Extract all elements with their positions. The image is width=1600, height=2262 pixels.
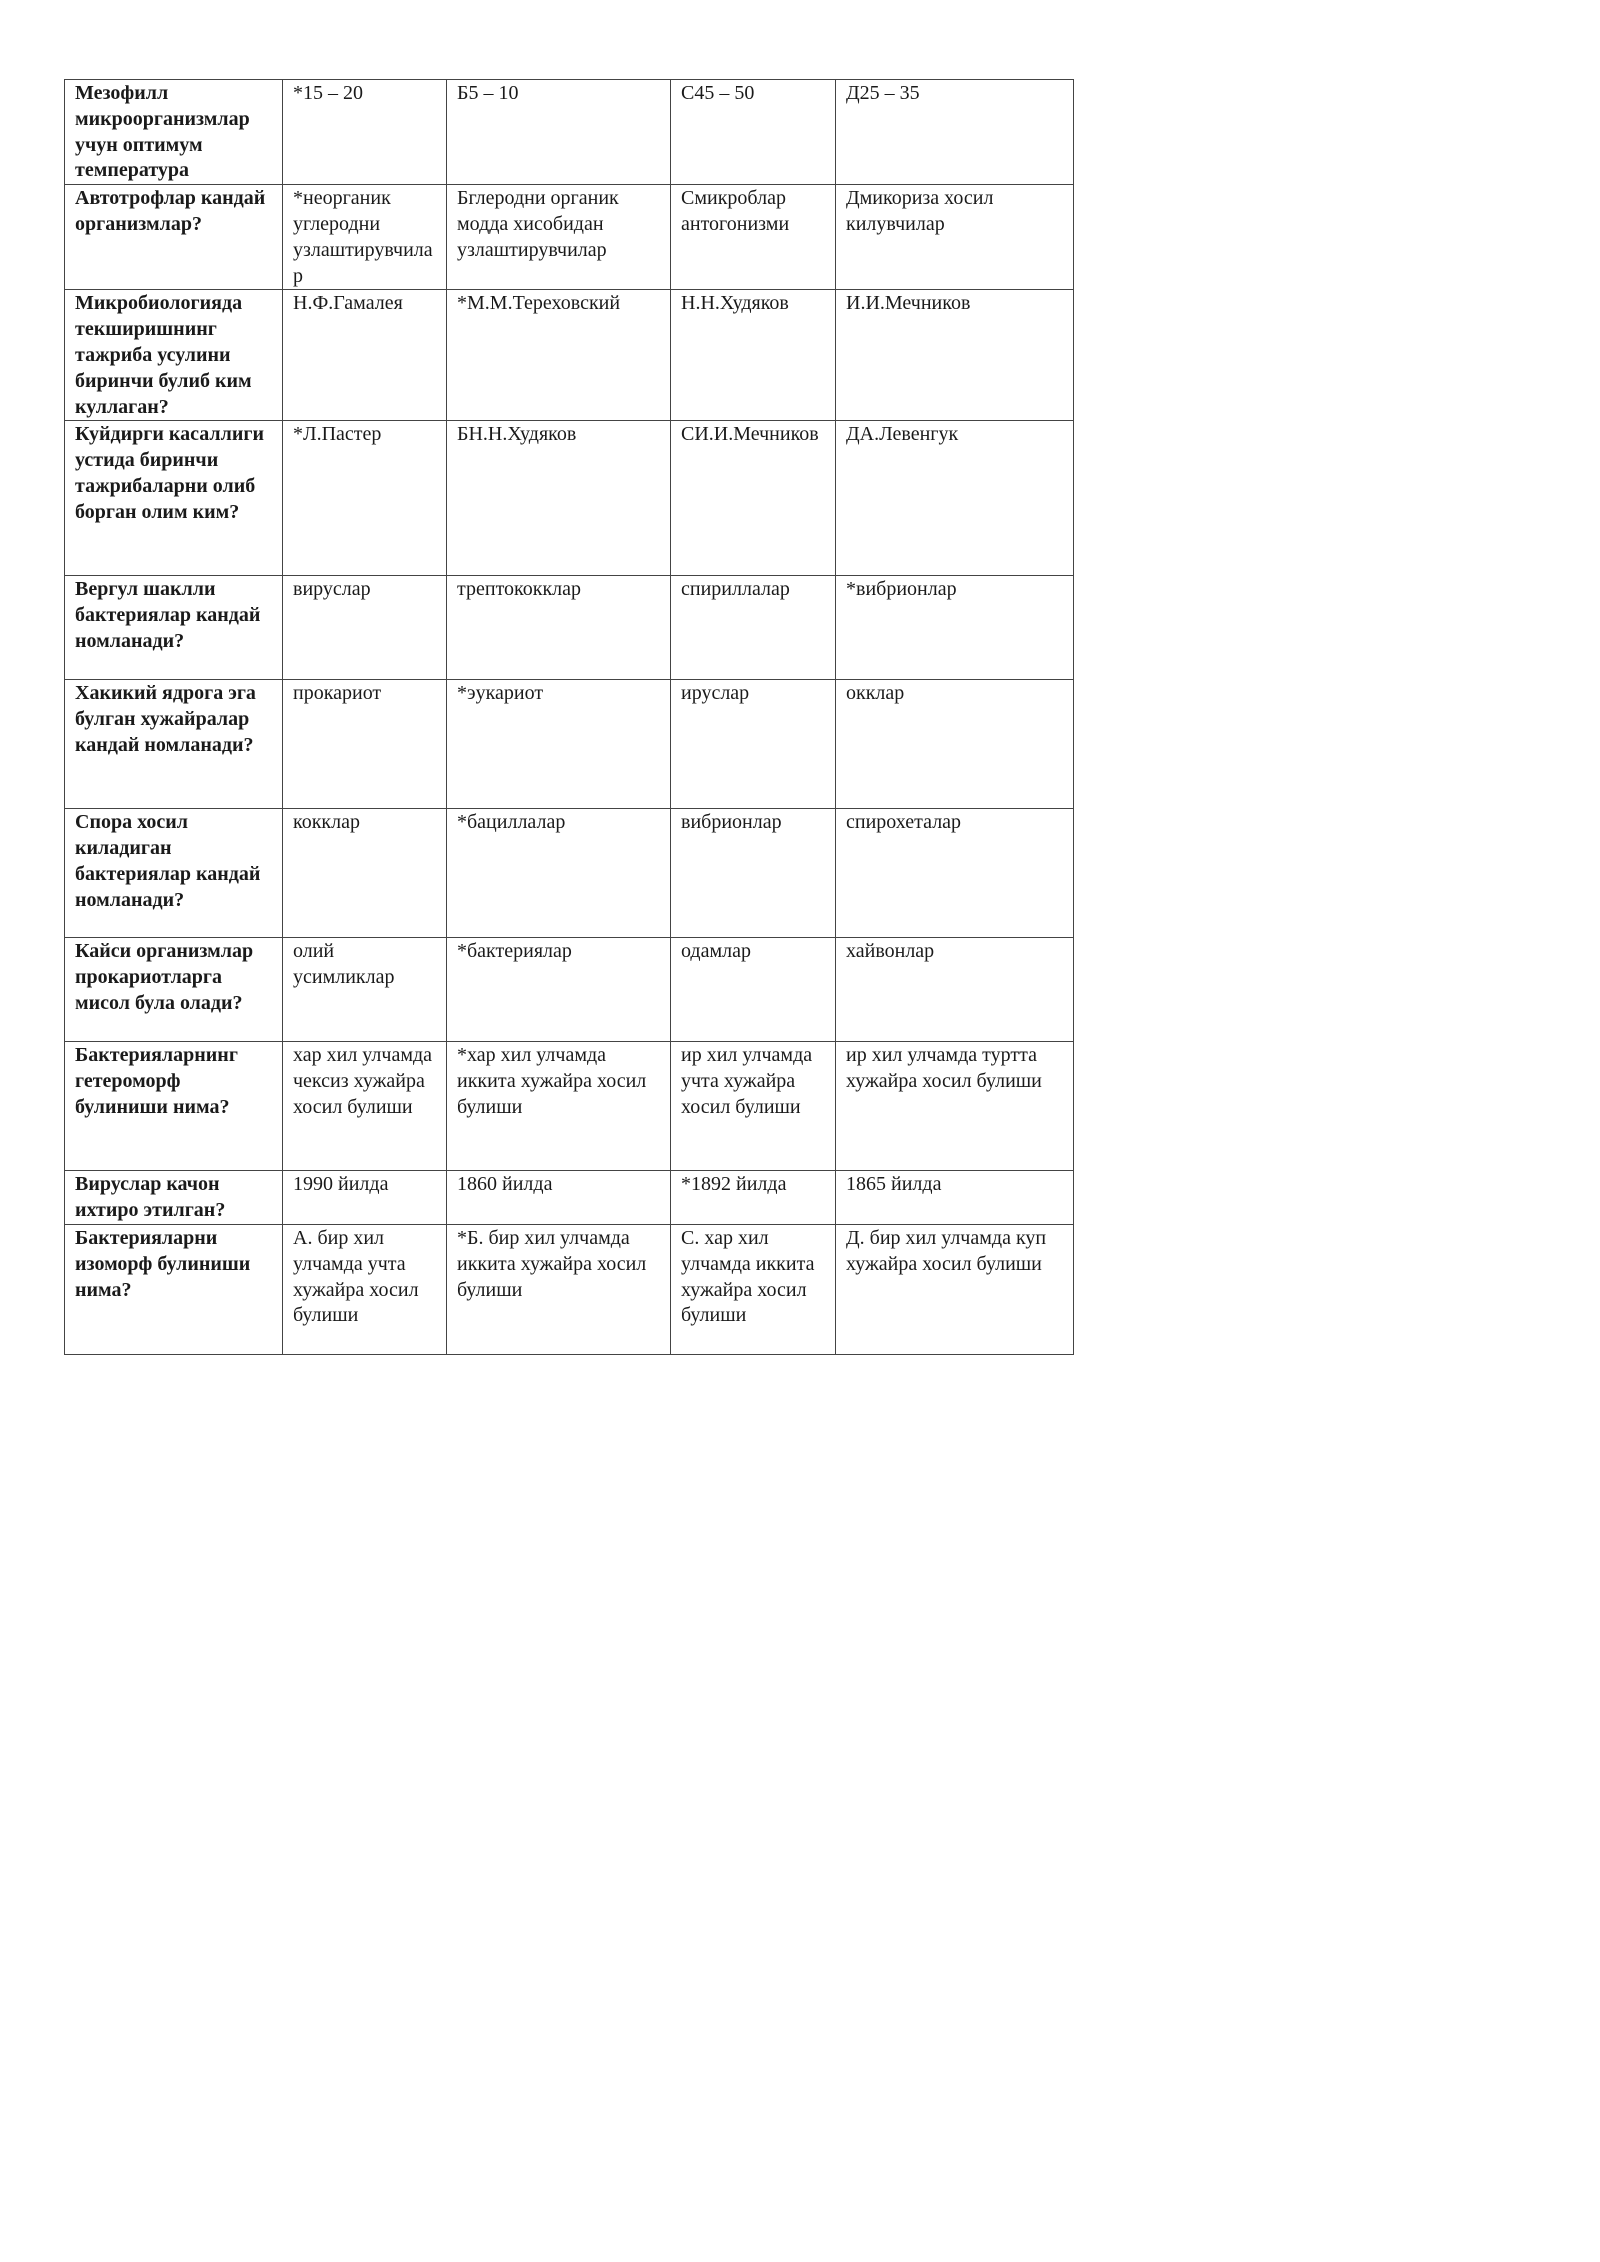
answer-option-cell: хар хил улчамда чексиз хужайра хосил булиши: [283, 1042, 447, 1171]
answer-option-cell: ируслар: [671, 680, 836, 809]
question-cell: Бактерияларнинг гетероморф булиниши нима?: [65, 1042, 283, 1171]
answer-option-cell: кокклар: [283, 809, 447, 938]
answer-option-cell: БН.Н.Худяков: [447, 421, 671, 576]
answer-option-cell: Д25 – 35: [836, 80, 1074, 185]
answer-option-cell: ир хил улчамда туртта хужайра хосил булиши: [836, 1042, 1074, 1171]
answer-option-cell: СИ.И.Мечников: [671, 421, 836, 576]
question-cell: Вергул шаклли бактериялар кандай номланади?: [65, 576, 283, 680]
answer-option-cell: Н.Н.Худяков: [671, 290, 836, 421]
answer-option-cell: одамлар: [671, 938, 836, 1042]
answer-option-cell: 1990 йилда: [283, 1171, 447, 1225]
answer-option-cell: *15 – 20: [283, 80, 447, 185]
answer-option-cell: *хар хил улчамда иккита хужайра хосил булиши: [447, 1042, 671, 1171]
answer-option-cell: Смикроблар антогонизми: [671, 185, 836, 290]
table-row: [65, 809, 1074, 938]
answer-option-cell: Д. бир хил улчамда куп хужайра хосил булиши: [836, 1224, 1074, 1354]
answer-option-cell: А. бир хил улчамда учта хужайра хосил булиши: [283, 1224, 447, 1354]
answer-option-cell: окклар: [836, 680, 1074, 809]
question-cell: Куйдирги касаллиги устида биринчи тажрибаларни олиб борган олим ким?: [65, 421, 283, 576]
table-row: [65, 1042, 1074, 1171]
question-cell: Кайси организмлар прокариотларга мисол була олади?: [65, 938, 283, 1042]
answer-option-cell: И.И.Мечников: [836, 290, 1074, 421]
answer-option-cell: *бактериялар: [447, 938, 671, 1042]
question-cell: Вируслар качон ихтиро этилган?: [65, 1171, 283, 1225]
table-row: [65, 80, 1074, 185]
answer-option-cell: Дмикориза хосил килувчилар: [836, 185, 1074, 290]
question-cell: Спора хосил киладиган бактериялар кандай номланади?: [65, 809, 283, 938]
answer-option-cell: 1860 йилда: [447, 1171, 671, 1225]
question-cell: Хакикий ядрога эга булган хужайралар кандай номланади?: [65, 680, 283, 809]
answer-option-cell: 1865 йилда: [836, 1171, 1074, 1225]
question-cell: Бактерияларни изоморф булиниши нима?: [65, 1224, 283, 1354]
question-cell: Автотрофлар кандай организмлар?: [65, 185, 283, 290]
answer-option-cell: *Л.Пастер: [283, 421, 447, 576]
quiz-table: [64, 79, 1074, 1355]
document-page: [0, 0, 1102, 1558]
table-row: [65, 1224, 1074, 1354]
answer-option-cell: спирохеталар: [836, 809, 1074, 938]
answer-option-cell: Н.Ф.Гамалея: [283, 290, 447, 421]
question-cell: Мезофилл микроорганизмлар учун оптимум температура: [65, 80, 283, 185]
answer-option-cell: С. хар хил улчамда иккита хужайра хосил булиши: [671, 1224, 836, 1354]
answer-option-cell: *1892 йилда: [671, 1171, 836, 1225]
answer-option-cell: ДА.Левенгук: [836, 421, 1074, 576]
answer-option-cell: ир хил улчамда учта хужайра хосил булиши: [671, 1042, 836, 1171]
table-row: [65, 290, 1074, 421]
answer-option-cell: *М.М.Тереховский: [447, 290, 671, 421]
answer-option-cell: *бациллалар: [447, 809, 671, 938]
answer-option-cell: *эукариот: [447, 680, 671, 809]
answer-option-cell: спириллалар: [671, 576, 836, 680]
answer-option-cell: С45 – 50: [671, 80, 836, 185]
table-row: [65, 185, 1074, 290]
question-cell: Микробиологияда текширишнинг тажриба усулини биринчи булиб ким куллаган?: [65, 290, 283, 421]
table-row: [65, 576, 1074, 680]
answer-option-cell: *неорганик углеродни узлаштирувчилар: [283, 185, 447, 290]
answer-option-cell: Б5 – 10: [447, 80, 671, 185]
table-row: [65, 1171, 1074, 1225]
answer-option-cell: вируслар: [283, 576, 447, 680]
table-row: [65, 421, 1074, 576]
answer-option-cell: прокариот: [283, 680, 447, 809]
answer-option-cell: трептококклар: [447, 576, 671, 680]
table-row: [65, 680, 1074, 809]
answer-option-cell: вибрионлар: [671, 809, 836, 938]
answer-option-cell: хайвонлар: [836, 938, 1074, 1042]
table-row: [65, 938, 1074, 1042]
answer-option-cell: *Б. бир хил улчамда иккита хужайра хосил булиши: [447, 1224, 671, 1354]
answer-option-cell: *вибрионлар: [836, 576, 1074, 680]
answer-option-cell: Бглеродни органик модда хисобидан узлаштирувчилар: [447, 185, 671, 290]
answer-option-cell: олий усимликлар: [283, 938, 447, 1042]
